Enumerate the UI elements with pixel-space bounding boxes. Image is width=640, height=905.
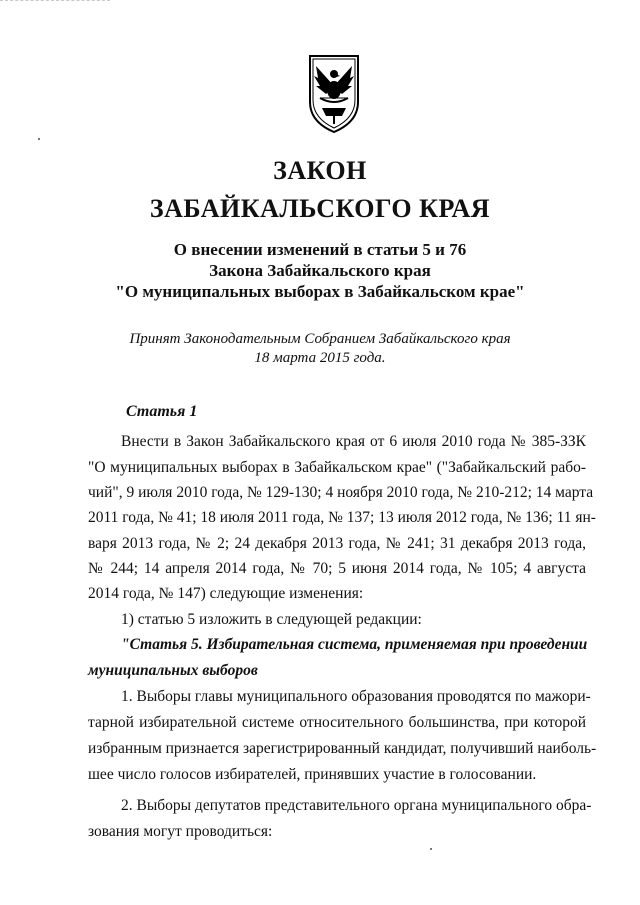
body-line: 1. Выборы главы муниципального образования проводятся по мажори- <box>121 688 591 705</box>
scan-mark <box>0 0 110 3</box>
quoted-article-heading: муниципальных выборов <box>88 662 258 679</box>
document-type-title: ЗАКОН <box>273 156 367 185</box>
law-subject-line: Закона Забайкальского края <box>209 261 431 280</box>
body-line: "О муниципальных выборах в Забайкальском крае" ("Забайкальский рабо- <box>88 459 586 476</box>
zabaykalsky-krai-coat-of-arms-icon <box>302 52 366 136</box>
law-subject-line: О внесении изменений в статьи 5 и 76 <box>173 240 467 259</box>
body-line: 2014 года, № 147) следующие изменения: <box>88 585 364 602</box>
body-line: Внести в Закон Забайкальского края от 6 июля 2010 года № 385-ЗЗК <box>121 433 586 450</box>
law-subject-line: "О муниципальных выборах в Забайкальском крае" <box>115 282 525 301</box>
body-line: шее число голосов избирателей, принявших участие в голосовании. <box>88 766 537 783</box>
body-line: № 244; 14 апреля 2014 года, № 70; 5 июня 2014 года, № 105; 4 августа <box>88 560 586 577</box>
adoption-date: 18 марта 2015 года. <box>254 350 386 366</box>
region-title: ЗАБАЙКАЛЬСКОГО КРАЯ <box>149 194 491 223</box>
body-line: 2. Выборы депутатов представительного органа муниципального обра- <box>121 797 592 814</box>
body-line: зования могут проводиться: <box>88 823 273 840</box>
adoption-note: Принят Законодательным Собранием Забайкальского края <box>129 331 511 347</box>
body-line: варя 2013 года, № 2; 24 декабря 2013 года, № 241; 31 декабря 2013 года, <box>88 535 586 552</box>
body-line: тарной избирательной системе относительного большинства, при которой <box>88 714 586 731</box>
body-line: 1) статью 5 изложить в следующей редакции: <box>121 611 422 628</box>
quoted-article-heading: "Статья 5. Избирательная система, применяемая при проведении <box>121 636 588 653</box>
scan-dot <box>430 848 432 850</box>
body-line: 2011 года, № 41; 18 июля 2011 года, № 137; 13 июля 2012 года, № 136; 11 ян- <box>88 509 596 526</box>
scan-dot <box>38 138 40 140</box>
article-heading: Статья 1 <box>126 403 198 420</box>
body-line: избранным признается зарегистрированный кандидат, получивший наиболь- <box>88 740 597 757</box>
body-line: чий", 9 июля 2010 года, № 129-130; 4 ноября 2010 года, № 210-212; 14 марта <box>88 484 594 501</box>
